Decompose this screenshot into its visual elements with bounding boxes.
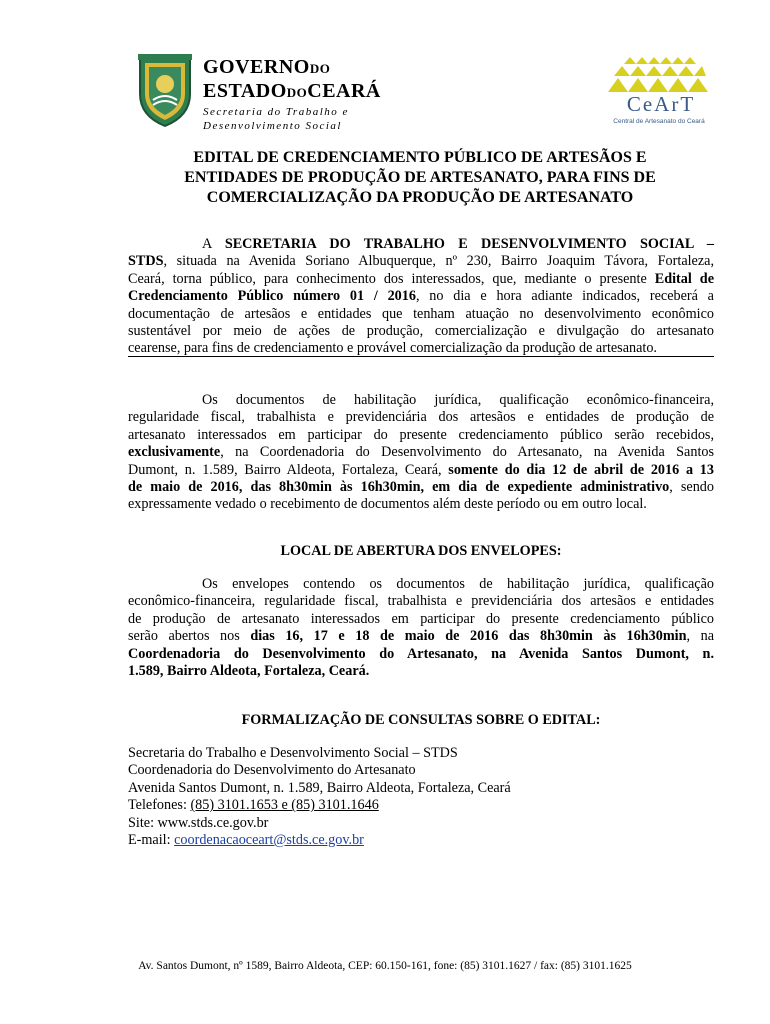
government-name <box>203 56 381 132</box>
document-title <box>128 148 712 208</box>
page-footer: Av. Santos Dumont, nº 1589, Bairro Aldeota, CEP: 60.150-161, fone: (85) 3101.1627 / fax: (85) 3101.1625 <box>138 960 632 972</box>
documents-paragraph <box>128 392 714 514</box>
gov-do-2: DO <box>286 85 308 100</box>
gov-secretaria-line2: Desenvolvimento Social <box>203 120 342 132</box>
p1-text: Ceará, torna público, para conhecimento dos interessados, que, mediante o presente <box>128 270 655 287</box>
contact-secretaria: Secretaria do Trabalho e Desenvolvimento Social – STDS <box>128 745 458 761</box>
p2-exclusivamente-bold: exclusivamente <box>128 444 221 461</box>
gov-do: DO <box>309 61 331 76</box>
ceart-logo <box>606 56 710 128</box>
ceart-pattern-icon <box>606 56 710 94</box>
phones-label: Telefones: <box>128 797 191 814</box>
government-logo <box>136 50 518 134</box>
p1-text: , situada na Avenida Soriano Albuquerque, nº 230, Bairro Joaquim Távora, Fortaleza, <box>163 253 714 270</box>
section-heading-opening: LOCAL DE ABERTURA DOS ENVELOPES: <box>280 543 562 559</box>
contact-block <box>128 745 511 849</box>
gov-ceara: CEARÁ <box>307 80 381 102</box>
ceart-name: CeArT <box>626 92 696 116</box>
p1-secretaria-bold: SECRETARIA DO TRABALHO E DESENVOLVIMENTO SOCIAL – <box>224 236 714 252</box>
p3-address-bold: Coordenadoria do Desenvolvimento do Artesanato, na Avenida Santos Dumont, n. <box>128 645 714 662</box>
opening-paragraph <box>128 576 714 680</box>
p2-text: artesanato interessados em participar do presente credenciamento público serão recebidos, <box>128 426 714 443</box>
p2-text: Os documentos de habilitação jurídica, qualificação econômico-financeira, <box>202 392 714 408</box>
p1-text: A <box>202 236 225 252</box>
contact-phones <box>128 797 511 814</box>
p1-text: cearense, para fins de credenciamento e provável comercialização da produção de artesanato. <box>128 340 657 357</box>
contact-address: Avenida Santos Dumont, n. 1.589, Bairro Aldeota, Fortaleza, Ceará <box>128 779 511 796</box>
p1-text: sustentável por meio de ações de produção, comercialização e divulgação do artesanato <box>128 323 714 340</box>
phones-value: (85) 3101.1653 e (85) 3101.1646 <box>190 797 379 814</box>
p1-text: , no dia e hora adiante indicados, receberá a <box>415 288 714 305</box>
p1-edital-bold: Edital de <box>654 270 714 287</box>
p2-text: expressamente vedado o recebimento de documentos além deste período ou em outro local. <box>128 496 647 513</box>
p2-dates-bold: de maio de 2016, das 8h30min às 16h30min, em dia de expediente administrativo <box>128 479 670 496</box>
p2-dates-bold: somente do dia 12 de abril de 2016 a 13 <box>448 461 714 478</box>
gov-secretaria-line1: Secretaria do Trabalho e <box>203 106 349 118</box>
p3-dates-bold: dias 16, 17 e 18 de maio de 2016 das 8h30min às 16h30min <box>250 628 687 645</box>
divider-line <box>128 356 714 357</box>
contact-coordenadoria: Coordenadoria do Desenvolvimento do Artesanato <box>128 762 416 779</box>
email-label: E-mail: <box>128 832 175 849</box>
p2-text: Dumont, n. 1.589, Bairro Aldeota, Fortaleza, Ceará, <box>128 461 449 478</box>
p3-text: Os envelopes contendo os documentos de habilitação jurídica, qualificação <box>202 576 714 592</box>
state-crest-icon <box>136 54 194 128</box>
title-line-1: EDITAL DE CREDENCIAMENTO PÚBLICO DE ARTESÃOS E <box>193 149 647 166</box>
gov-estado: ESTADO <box>203 80 287 102</box>
p2-text: , na Coordenadoria do Desenvolvimento do Artesanato, na Avenida Santos <box>220 444 714 461</box>
p2-text: regularidade fiscal, trabalhista e previdenciária dos artesãos e entidades de produção de <box>128 409 714 426</box>
gov-governo: GOVERNO <box>203 56 310 78</box>
p3-text: , na <box>686 628 714 645</box>
p3-text: de produção de artesanato interessados em participar do presente credenciamento público <box>128 610 714 627</box>
p1-credenciamento-bold: Credenciamento Público número 01 / 2016 <box>128 288 416 305</box>
section-heading-consultas: FORMALIZAÇÃO DE CONSULTAS SOBRE O EDITAL: <box>241 712 601 728</box>
email-link[interactable]: coordenacaoceart@stds.ce.gov.br <box>174 832 364 849</box>
contact-email <box>128 832 511 849</box>
p3-text: serão abertos nos <box>128 628 251 645</box>
intro-paragraph <box>128 236 714 358</box>
p1-text: documentação de artesãos e entidades que tenham atuação no desenvolvimento econômico <box>128 305 714 322</box>
p2-text: , sendo <box>669 479 714 496</box>
ceart-subtitle: Central de Artesanato do Ceará <box>613 118 705 125</box>
p3-address-bold: 1.589, Bairro Aldeota, Fortaleza, Ceará. <box>128 663 370 680</box>
p3-text: econômico-financeira, regularidade fiscal, trabalhista e previdenciária dos artesãos e entidades <box>128 593 714 610</box>
title-line-2: ENTIDADES DE PRODUÇÃO DE ARTESANATO, PARA FINS DE <box>184 169 656 186</box>
title-line-3: COMERCIALIZAÇÃO DA PRODUÇÃO DE ARTESANATO <box>206 189 634 206</box>
contact-site: Site: www.stds.ce.gov.br <box>128 814 269 831</box>
p1-stds-bold: STDS <box>128 253 164 270</box>
